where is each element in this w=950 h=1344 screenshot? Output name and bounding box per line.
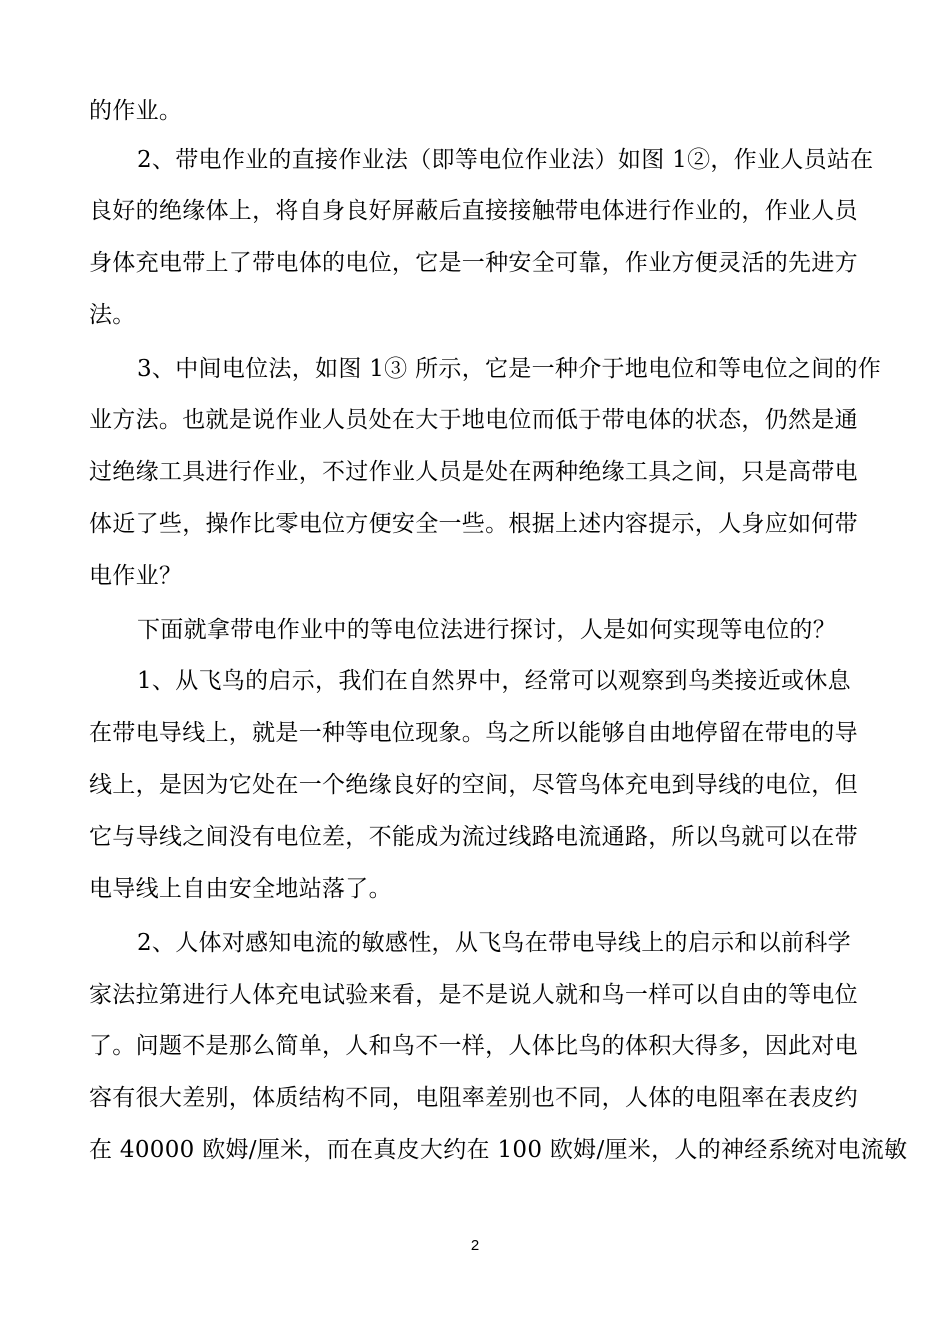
text-line: 容有很大差别，体质结构不同，电阻率差别也不同，人体的电阻率在表皮约 bbox=[89, 1085, 858, 1111]
page-number: 2 bbox=[470, 1237, 480, 1254]
text-line: 过绝缘工具进行作业，不过作业人员是处在两种绝缘工具之间，只是高带电 bbox=[89, 459, 858, 485]
text-line: 身体充电带上了带电体的电位，它是一种安全可靠，作业方便灵活的先进方 bbox=[89, 250, 858, 276]
text-line: 1、从飞鸟的启示，我们在自然界中，经常可以观察到鸟类接近或休息 bbox=[137, 668, 851, 694]
text-line: 家法拉第进行人体充电试验来看，是不是说人就和鸟一样可以自由的等电位 bbox=[89, 982, 858, 1008]
text-line: 法。 bbox=[89, 302, 136, 328]
text-line: 在带电导线上，就是一种等电位现象。鸟之所以能够自由地停留在带电的导 bbox=[89, 720, 858, 746]
text-line: 体近了些，操作比零电位方便安全一些。根据上述内容提示，人身应如何带 bbox=[89, 511, 858, 537]
text-line: 业方法。也就是说作业人员处在大于地电位而低于带电体的状态，仍然是通 bbox=[89, 407, 858, 433]
text-line: 3、中间电位法，如图 1③ 所示，它是一种介于地电位和等电位之间的作 bbox=[137, 356, 882, 382]
text-line: 2、带电作业的直接作业法（即等电位作业法）如图 1②，作业人员站在 bbox=[137, 147, 874, 173]
text-line: 线上，是因为它处在一个绝缘良好的空间，尽管鸟体充电到导线的电位，但 bbox=[89, 772, 858, 798]
text-line: 在 40000 欧姆/厘米，而在真皮大约在 100 欧姆/厘米，人的神经系统对电流敏 bbox=[89, 1137, 908, 1163]
text-line: 下面就拿带电作业中的等电位法进行探讨，人是如何实现等电位的？ bbox=[137, 617, 836, 643]
text-line: 的作业。 bbox=[89, 98, 183, 124]
text-line: 良好的绝缘体上，将自身良好屏蔽后直接接触带电体进行作业的，作业人员 bbox=[89, 198, 858, 224]
text-line: 电导线上自由安全地站落了。 bbox=[89, 876, 392, 902]
text-line: 了。问题不是那么简单，人和鸟不一样，人体比鸟的体积大得多，因此对电 bbox=[89, 1033, 858, 1059]
text-line: 2、人体对感知电流的敏感性，从飞鸟在带电导线上的启示和以前科学 bbox=[137, 930, 851, 956]
text-line: 电作业？ bbox=[89, 563, 183, 589]
text-line: 它与导线之间没有电位差，不能成为流过线路电流通路，所以鸟就可以在带 bbox=[89, 824, 858, 850]
